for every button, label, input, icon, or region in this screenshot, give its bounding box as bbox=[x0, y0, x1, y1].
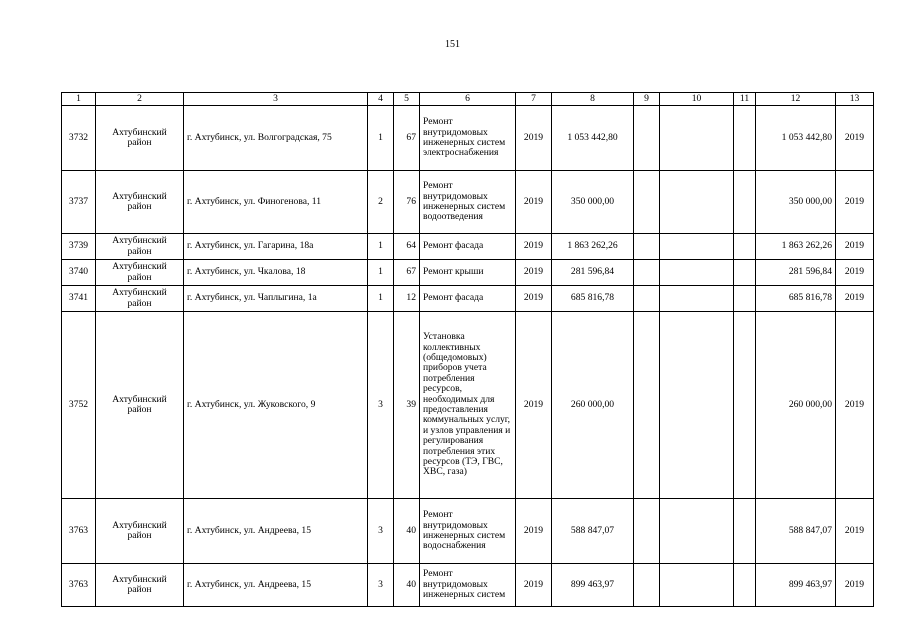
address-cell: г. Ахтубинск, ул. Жуковского, 9 bbox=[184, 312, 368, 499]
col11-cell bbox=[734, 286, 756, 312]
column-header: 12 bbox=[756, 93, 836, 106]
col5-cell: 40 bbox=[394, 499, 420, 564]
col4-cell: 2 bbox=[368, 171, 394, 234]
col11-cell bbox=[734, 564, 756, 607]
col11-cell bbox=[734, 171, 756, 234]
work-type-cell: Ремонт фасада bbox=[420, 286, 516, 312]
col10-cell bbox=[660, 286, 734, 312]
cost-cell: 588 847,07 bbox=[552, 499, 634, 564]
col9-cell bbox=[634, 564, 660, 607]
total-cell: 588 847,07 bbox=[756, 499, 836, 564]
col11-cell bbox=[734, 234, 756, 260]
column-header: 5 bbox=[394, 93, 420, 106]
work-type-cell: Ремонт внутридомовых инженерных систем bbox=[420, 564, 516, 607]
row-number: 3739 bbox=[62, 234, 96, 260]
cost-cell: 260 000,00 bbox=[552, 312, 634, 499]
total-cell: 685 816,78 bbox=[756, 286, 836, 312]
year-cell: 2019 bbox=[516, 564, 552, 607]
cost-cell: 899 463,97 bbox=[552, 564, 634, 607]
col9-cell bbox=[634, 260, 660, 286]
col5-cell: 12 bbox=[394, 286, 420, 312]
col4-cell: 1 bbox=[368, 260, 394, 286]
col4-cell: 3 bbox=[368, 499, 394, 564]
col9-cell bbox=[634, 499, 660, 564]
col4-cell: 3 bbox=[368, 564, 394, 607]
col4-cell: 3 bbox=[368, 312, 394, 499]
district-cell: Ахтубинский район bbox=[96, 499, 184, 564]
col10-cell bbox=[660, 106, 734, 171]
total-cell: 1 053 442,80 bbox=[756, 106, 836, 171]
total-cell: 260 000,00 bbox=[756, 312, 836, 499]
column-header: 1 bbox=[62, 93, 96, 106]
address-cell: г. Ахтубинск, ул. Андреева, 15 bbox=[184, 499, 368, 564]
address-cell: г. Ахтубинск, ул. Чкалова, 18 bbox=[184, 260, 368, 286]
col13-cell: 2019 bbox=[836, 564, 874, 607]
table-row bbox=[62, 171, 874, 234]
address-cell: г. Ахтубинск, ул. Гагарина, 18а bbox=[184, 234, 368, 260]
col13-cell: 2019 bbox=[836, 286, 874, 312]
column-header: 11 bbox=[734, 93, 756, 106]
year-cell: 2019 bbox=[516, 106, 552, 171]
work-type-cell: Ремонт крыши bbox=[420, 260, 516, 286]
column-header: 10 bbox=[660, 93, 734, 106]
work-type-cell: Установка коллективных (общедомовых) приборов учета потребления ресурсов, необходимых для предоставления коммунальных услуг, и узлов управления и регулирования потребления этих ресурсов (ТЭ, ГВС, ХВС, газа) bbox=[420, 312, 516, 499]
row-number: 3740 bbox=[62, 260, 96, 286]
row-number: 3732 bbox=[62, 106, 96, 171]
col13-cell: 2019 bbox=[836, 234, 874, 260]
total-cell: 1 863 262,26 bbox=[756, 234, 836, 260]
work-type-cell: Ремонт внутридомовых инженерных систем водоснабжения bbox=[420, 499, 516, 564]
col9-cell bbox=[634, 286, 660, 312]
column-header: 9 bbox=[634, 93, 660, 106]
total-cell: 899 463,97 bbox=[756, 564, 836, 607]
address-cell: г. Ахтубинск, ул. Финогенова, 11 bbox=[184, 171, 368, 234]
table-row bbox=[62, 499, 874, 564]
work-type-cell: Ремонт внутридомовых инженерных систем водоотведения bbox=[420, 171, 516, 234]
year-cell: 2019 bbox=[516, 260, 552, 286]
col5-cell: 64 bbox=[394, 234, 420, 260]
row-number: 3737 bbox=[62, 171, 96, 234]
table-row bbox=[62, 260, 874, 286]
address-cell: г. Ахтубинск, ул. Волгоградская, 75 bbox=[184, 106, 368, 171]
table-row bbox=[62, 234, 874, 260]
column-header: 2 bbox=[96, 93, 184, 106]
district-cell: Ахтубинский район bbox=[96, 171, 184, 234]
col5-cell: 67 bbox=[394, 260, 420, 286]
row-number: 3763 bbox=[62, 499, 96, 564]
district-cell: Ахтубинский район bbox=[96, 106, 184, 171]
year-cell: 2019 bbox=[516, 286, 552, 312]
total-cell: 350 000,00 bbox=[756, 171, 836, 234]
table-row bbox=[62, 312, 874, 499]
col13-cell: 2019 bbox=[836, 171, 874, 234]
col10-cell bbox=[660, 260, 734, 286]
year-cell: 2019 bbox=[516, 499, 552, 564]
page-number: 151 bbox=[445, 39, 460, 50]
column-header: 7 bbox=[516, 93, 552, 106]
col9-cell bbox=[634, 312, 660, 499]
col11-cell bbox=[734, 499, 756, 564]
col10-cell bbox=[660, 312, 734, 499]
col10-cell bbox=[660, 499, 734, 564]
col11-cell bbox=[734, 106, 756, 171]
total-cell: 281 596,84 bbox=[756, 260, 836, 286]
col4-cell: 1 bbox=[368, 286, 394, 312]
column-header: 3 bbox=[184, 93, 368, 106]
district-cell: Ахтубинский район bbox=[96, 286, 184, 312]
col5-cell: 40 bbox=[394, 564, 420, 607]
program-table bbox=[61, 92, 874, 607]
col5-cell: 39 bbox=[394, 312, 420, 499]
col13-cell: 2019 bbox=[836, 499, 874, 564]
address-cell: г. Ахтубинск, ул. Чаплыгина, 1а bbox=[184, 286, 368, 312]
district-cell: Ахтубинский район bbox=[96, 260, 184, 286]
year-cell: 2019 bbox=[516, 312, 552, 499]
col13-cell: 2019 bbox=[836, 260, 874, 286]
year-cell: 2019 bbox=[516, 171, 552, 234]
col10-cell bbox=[660, 171, 734, 234]
cost-cell: 350 000,00 bbox=[552, 171, 634, 234]
table-row bbox=[62, 286, 874, 312]
row-number: 3741 bbox=[62, 286, 96, 312]
row-number: 3752 bbox=[62, 312, 96, 499]
cost-cell: 1 053 442,80 bbox=[552, 106, 634, 171]
table-row bbox=[62, 106, 874, 171]
table-row bbox=[62, 564, 874, 607]
cost-cell: 685 816,78 bbox=[552, 286, 634, 312]
header-row bbox=[62, 93, 874, 106]
address-cell: г. Ахтубинск, ул. Андреева, 15 bbox=[184, 564, 368, 607]
col9-cell bbox=[634, 106, 660, 171]
column-header: 4 bbox=[368, 93, 394, 106]
col9-cell bbox=[634, 234, 660, 260]
work-type-cell: Ремонт внутридомовых инженерных систем электроснабжения bbox=[420, 106, 516, 171]
district-cell: Ахтубинский район bbox=[96, 312, 184, 499]
col13-cell: 2019 bbox=[836, 312, 874, 499]
col5-cell: 76 bbox=[394, 171, 420, 234]
cost-cell: 281 596,84 bbox=[552, 260, 634, 286]
row-number: 3763 bbox=[62, 564, 96, 607]
col4-cell: 1 bbox=[368, 234, 394, 260]
col9-cell bbox=[634, 171, 660, 234]
col4-cell: 1 bbox=[368, 106, 394, 171]
column-header: 13 bbox=[836, 93, 874, 106]
col11-cell bbox=[734, 312, 756, 499]
column-header: 6 bbox=[420, 93, 516, 106]
col10-cell bbox=[660, 564, 734, 607]
column-header: 8 bbox=[552, 93, 634, 106]
work-type-cell: Ремонт фасада bbox=[420, 234, 516, 260]
col13-cell: 2019 bbox=[836, 106, 874, 171]
cost-cell: 1 863 262,26 bbox=[552, 234, 634, 260]
year-cell: 2019 bbox=[516, 234, 552, 260]
col10-cell bbox=[660, 234, 734, 260]
col11-cell bbox=[734, 260, 756, 286]
col5-cell: 67 bbox=[394, 106, 420, 171]
district-cell: Ахтубинский район bbox=[96, 564, 184, 607]
district-cell: Ахтубинский район bbox=[96, 234, 184, 260]
